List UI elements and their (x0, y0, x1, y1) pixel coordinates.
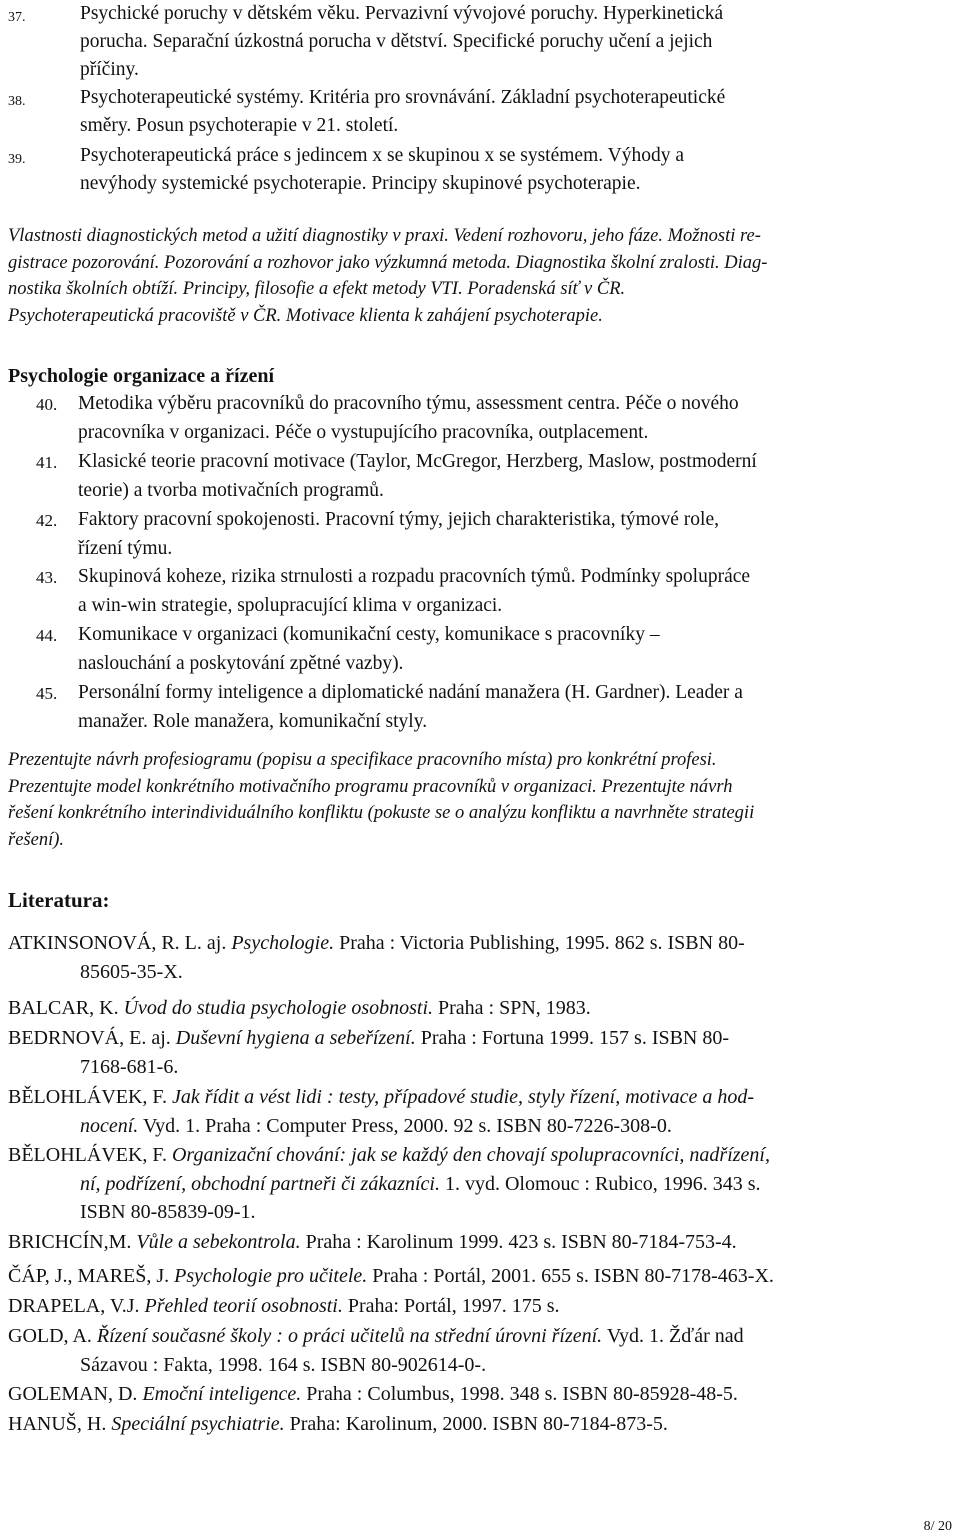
paragraph-line: Vlastnosti diagnostických metod a užití diagnostiky v praxi. Vedení rozhovoru, jeho fáze. Možnosti re- (8, 226, 761, 246)
item-text-line: nevýhody systemické psychoterapie. Principy skupinové psychoterapie. (80, 173, 641, 194)
reference-atkinsonova: ATKINSONOVÁ, R. L. aj. Psychologie. Praha : Victoria Publishing, 1995. 862 s. ISBN 80- 85605-35-X. (8, 932, 745, 983)
reference-brichcin: BRICHCÍN,M. Vůle a sebekontrola. Praha : Karolinum 1999. 423 s. ISBN 80-7184-753-4. (8, 1231, 737, 1253)
item-text-line: Personální formy inteligence a diplomatické nadání manažera (H. Gardner). Leader a (78, 682, 743, 703)
item-number: 43. (36, 568, 58, 587)
reference-goleman: GOLEMAN, D. Emoční inteligence. Praha : Columbus, 1998. 348 s. ISBN 80-85928-48-5. (8, 1383, 738, 1405)
item-text-line: Faktory pracovní spokojenosti. Pracovní týmy, jejich charakteristika, týmové role, (78, 509, 719, 530)
item-text-line: naslouchání a poskytování zpětné vazby). (78, 652, 404, 674)
item-number: 39. (8, 152, 26, 167)
item-text-line: manažer. Role manažera, komunikační styly. (78, 710, 428, 732)
item-number: 44. (36, 626, 58, 645)
item-text-line: Skupinová koheze, rizika strnulosti a rozpadu pracovních týmů. Podmínky spolupráce (78, 566, 751, 587)
reference-belohlavek-1: BĚLOHLÁVEK, F. Jak řídit a vést lidi : testy, případové studie, styly řízení, motivace a hod- nocení. Vyd. 1. Praha : Computer Press, 2000. 92 s. ISBN 80-7226-308-0. (8, 1086, 755, 1137)
reference-drapela: DRAPELA, V.J. Přehled teorií osobnosti. Praha: Portál, 1997. 175 s. (8, 1295, 560, 1317)
list-item-44 (8, 621, 958, 678)
item-number: 38. (8, 94, 26, 109)
item-number: 41. (36, 453, 58, 472)
item-text-line: a win-win strategie, spolupracující klima v organizaci. (78, 594, 503, 616)
item-text-line: Psychické poruchy v dětském věku. Pervazivní vývojové poruchy. Hyperkinetická (80, 3, 724, 24)
paragraph-line: gistrace pozorování. Pozorování a rozhovor jako výzkumná metoda. Diagnostika školní zralosti. Diag- (8, 252, 768, 273)
list-item-37 (8, 0, 960, 84)
item-number: 42. (36, 511, 58, 530)
item-text-line: Klasické teorie pracovní motivace (Taylor, McGregor, Herzberg, Maslow, postmoderní (78, 451, 757, 472)
list-item-42 (8, 506, 958, 563)
reference-hanus: HANUŠ, H. Speciální psychiatrie. Praha: Karolinum, 2000. ISBN 80-7184-873-5. (8, 1413, 668, 1435)
list-item-39 (8, 142, 960, 198)
paragraph-line: Prezentujte návrh profesiogramu (popisu a specifikace pracovního místa) pro konkrétní profesi. (8, 750, 717, 770)
paragraph-line: Psychoterapeutická pracoviště v ČR. Motivace klienta k zahájení psychoterapie. (8, 305, 603, 326)
section-heading: Psychologie organizace a řízení (8, 365, 275, 387)
item-text-line: teorie) a tvorba motivačních programů. (78, 479, 384, 501)
item-number: 37. (8, 10, 26, 25)
paragraph-line: Prezentujte model konkrétního motivačního programu pracovníků v organizaci. Prezentujte návrh (8, 776, 733, 797)
reference-bedrnova: BEDRNOVÁ, E. aj. Duševní hygiena a sebeřízení. Praha : Fortuna 1999. 157 s. ISBN 80- 7168-681-6. (8, 1027, 730, 1078)
item-text-line: příčiny. (80, 59, 139, 80)
list-item-38 (8, 84, 960, 140)
page-number: 8/ 20 (923, 1519, 952, 1534)
reference-cap-mares: ČÁP, J., MAREŠ, J. Psychologie pro učitele. Praha : Portál, 2001. 655 s. ISBN 80-7178-463-X. (8, 1265, 774, 1287)
item-number: 40. (36, 395, 58, 414)
item-text-line: Komunikace v organizaci (komunikační cesty, komunikace s pracovníky – (78, 624, 660, 645)
list-item-43 (8, 563, 958, 620)
item-text-line: Psychoterapeutické systémy. Kritéria pro srovnávání. Základní psychoterapeutické (80, 87, 726, 108)
list-item-41 (8, 448, 958, 505)
item-text-line: pracovníka v organizaci. Péče o vystupujícího pracovníka, outplacement. (78, 421, 649, 443)
list-item-40 (8, 390, 958, 447)
item-text-line: Psychoterapeutická práce s jedincem x se skupinou x se systémem. Výhody a (80, 145, 684, 166)
list-item-45 (8, 679, 958, 736)
reference-gold: GOLD, A. Řízení současné školy : o práci učitelů na střední úrovni řízení. Vyd. 1. Žďár nad Sázavou : Fakta, 1998. 164 s. ISBN 80-902614-0-. (8, 1325, 744, 1376)
reference-balcar: BALCAR, K. Úvod do studia psychologie osobnosti. Praha : SPN, 1983. (8, 997, 591, 1019)
literature-heading: Literatura: (8, 888, 110, 912)
italic-paragraph-presentations (8, 747, 956, 853)
paragraph-line: řešení konkrétního interindividuálního konfliktu (pokuste se o analýzu konfliktu a navrhněte strategii (8, 803, 755, 823)
item-text-line: Metodika výběru pracovníků do pracovního týmu, assessment centra. Péče o nového (78, 393, 739, 414)
item-text-line: směry. Posun psychoterapie v 21. století. (80, 115, 399, 136)
paragraph-line: nostika školních obtíží. Principy, filosofie a efekt metody VTI. Poradenská síť v ČR. (8, 279, 626, 299)
italic-paragraph-diagnostics (8, 223, 956, 329)
item-number: 45. (36, 684, 58, 703)
paragraph-line: řešení). (8, 829, 64, 850)
item-text-line: porucha. Separační úzkostná porucha v dětství. Specifické poruchy učení a jejich (80, 31, 713, 52)
reference-belohlavek-2: BĚLOHLÁVEK, F. Organizační chování: jak se každý den chovají spolupracovníci, nadřízení, ní, podřízení, obchodní partneři či zákazníci. 1. vyd. Olomouc : Rubico, 1996. 343 s. ISBN 80-85839-09-1. (8, 1144, 770, 1223)
item-text-line: řízení týmu. (78, 537, 173, 559)
